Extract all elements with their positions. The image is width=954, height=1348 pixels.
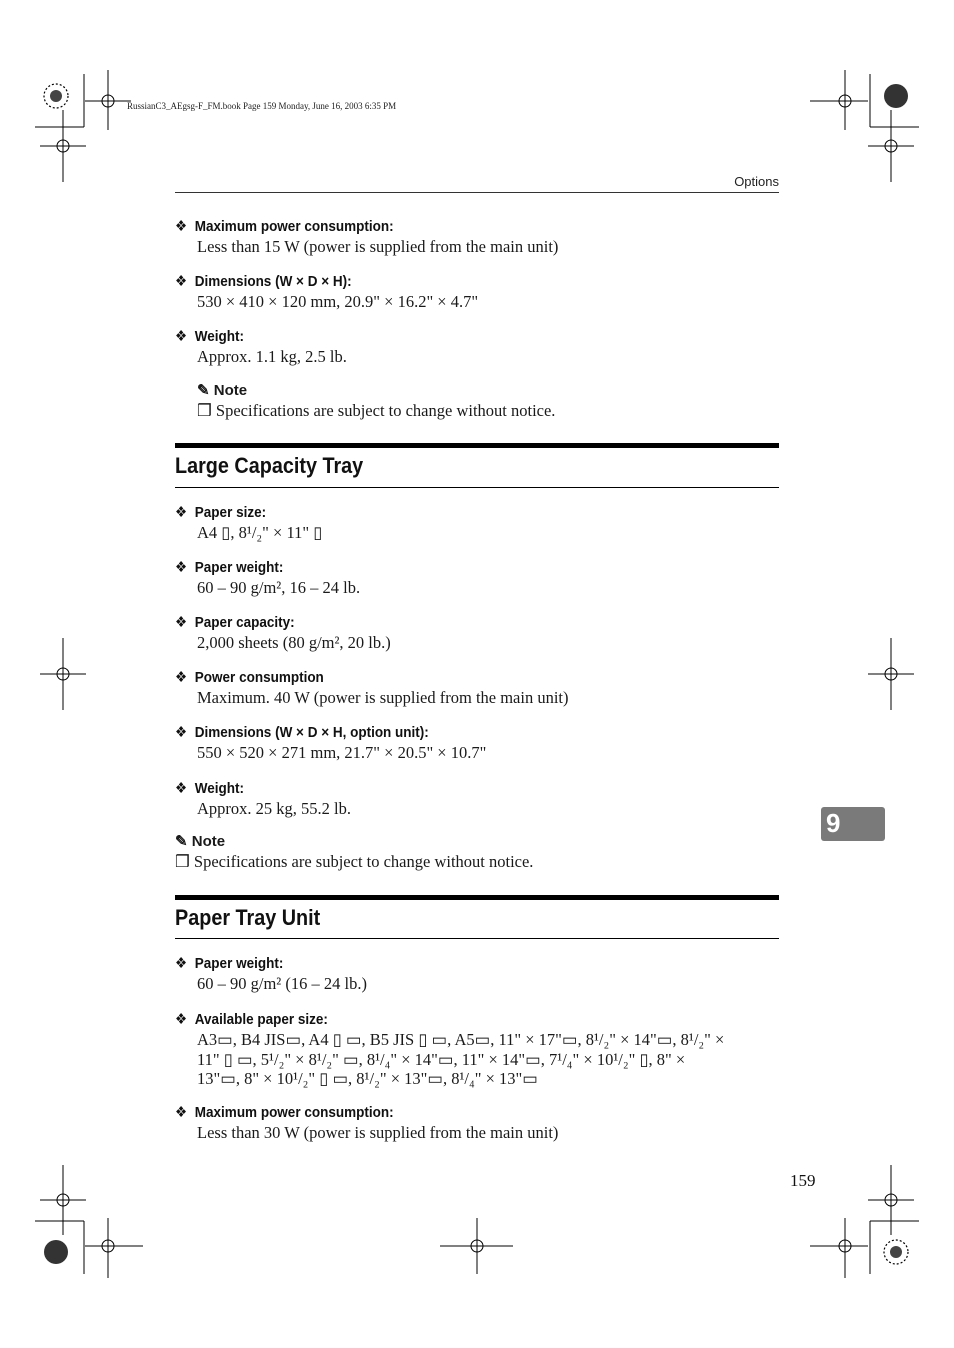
pencil-icon: ✎ [197,382,210,399]
spec-label: Available paper size: [194,1011,328,1028]
diamond-bullet-icon: ❖ [175,328,188,345]
note-block [175,381,779,421]
spec-available-paper-size [175,1010,779,1089]
spec-paper-weight [175,954,779,994]
checkbox-bullet-icon: ❒ [175,852,190,871]
diamond-bullet-icon: ❖ [175,504,188,521]
spec-value-line: A3▭, B4 JIS▭, A4 ▯ ▭, B5 JIS ▯ ▭, A5▭, 11" × 17"▭, 8¹/₂" × 14"▭, 8¹/₂" × [197,1030,725,1049]
spec-label: Paper size: [194,504,267,521]
spec-value: Approx. 1.1 kg, 2.5 lb. [197,347,347,366]
section-top-bar [175,443,779,448]
note-label: Note [213,382,248,399]
chapter-number: 9 [826,808,841,838]
diamond-bullet-icon: ❖ [175,1011,188,1028]
note-label: Note [191,833,226,850]
spec-max-power [175,1103,779,1143]
diamond-bullet-icon: ❖ [175,218,188,235]
spec-label: Weight: [194,328,245,345]
spec-value: A4 ▯, 8¹/₂" × 11" ▯ [197,523,323,542]
spec-dimensions [175,723,779,763]
section-title: Large Capacity Tray [175,453,364,478]
spec-value: Maximum. 40 W (power is supplied from the main unit) [197,688,569,707]
running-header [175,174,779,193]
diamond-bullet-icon: ❖ [175,559,188,576]
spec-value: Less than 15 W (power is supplied from the main unit) [197,237,559,256]
note-text: Specifications are subject to change without notice. [193,852,534,871]
spec-value: 550 × 520 × 271 mm, 21.7" × 20.5" × 10.7" [197,743,487,762]
spec-label: Weight: [194,780,245,797]
spec-value: 530 × 410 × 120 mm, 20.9" × 16.2" × 4.7" [197,292,479,311]
spec-value-line: 13"▭, 8" × 10¹/₂" ▯ ▭, 8¹/₂" × 13"▭, 8¹/₄" × 13"▭ [197,1069,538,1088]
spec-label: Paper weight: [194,955,284,972]
diamond-bullet-icon: ❖ [175,724,188,741]
spec-paper-size [175,503,779,543]
spec-dimensions [175,272,779,312]
section-rule [175,487,779,488]
section-rule [175,938,779,939]
spec-value-line: 11" ▯ ▭, 5¹/₂" × 8¹/₂" ▭, 8¹/₄" × 14"▭, 11" × 14"▭, 7¹/₄" × 10¹/₂" ▯, 8" × [197,1049,686,1069]
spec-power [175,668,779,708]
chapter-tab [821,807,885,841]
spec-weight [175,327,779,367]
spec-label: Dimensions (W × D × H, option unit): [194,724,429,741]
spec-max-power [175,217,779,257]
spec-value: Less than 30 W (power is supplied from the main unit) [197,1123,559,1142]
spec-label: Power consumption [194,669,324,686]
spec-value: 2,000 sheets (80 g/m², 20 lb.) [197,633,391,652]
diamond-bullet-icon: ❖ [175,614,188,631]
diamond-bullet-icon: ❖ [175,955,188,972]
spec-value: 60 – 90 g/m² (16 – 24 lb.) [197,974,367,993]
spec-paper-capacity [175,613,779,653]
spec-label: Maximum power consumption: [194,218,394,235]
page-number: 159 [790,1171,816,1190]
spec-weight [175,779,779,819]
pencil-icon: ✎ [175,833,188,850]
book-file-info: RussianC3_AEgsg-F_FM.book Page 159 Monday, June 16, 2003 6:35 PM [127,101,397,111]
diamond-bullet-icon: ❖ [175,780,188,797]
note-text: Specifications are subject to change without notice. [215,401,556,420]
section-title: Paper Tray Unit [175,905,321,930]
diamond-bullet-icon: ❖ [175,669,188,686]
spec-value: Approx. 25 kg, 55.2 lb. [197,799,351,818]
note-block [175,832,779,872]
checkbox-bullet-icon: ❒ [197,401,212,420]
section-top-bar [175,895,779,900]
spec-label: Paper weight: [194,559,284,576]
running-header-title: Options [734,174,779,189]
spec-value: 60 – 90 g/m², 16 – 24 lb. [197,578,361,597]
diamond-bullet-icon: ❖ [175,273,188,290]
diamond-bullet-icon: ❖ [175,1104,188,1121]
spec-label: Maximum power consumption: [194,1104,394,1121]
spec-label: Dimensions (W × D × H): [194,273,352,290]
spec-label: Paper capacity: [194,614,295,631]
spec-paper-weight [175,558,779,598]
